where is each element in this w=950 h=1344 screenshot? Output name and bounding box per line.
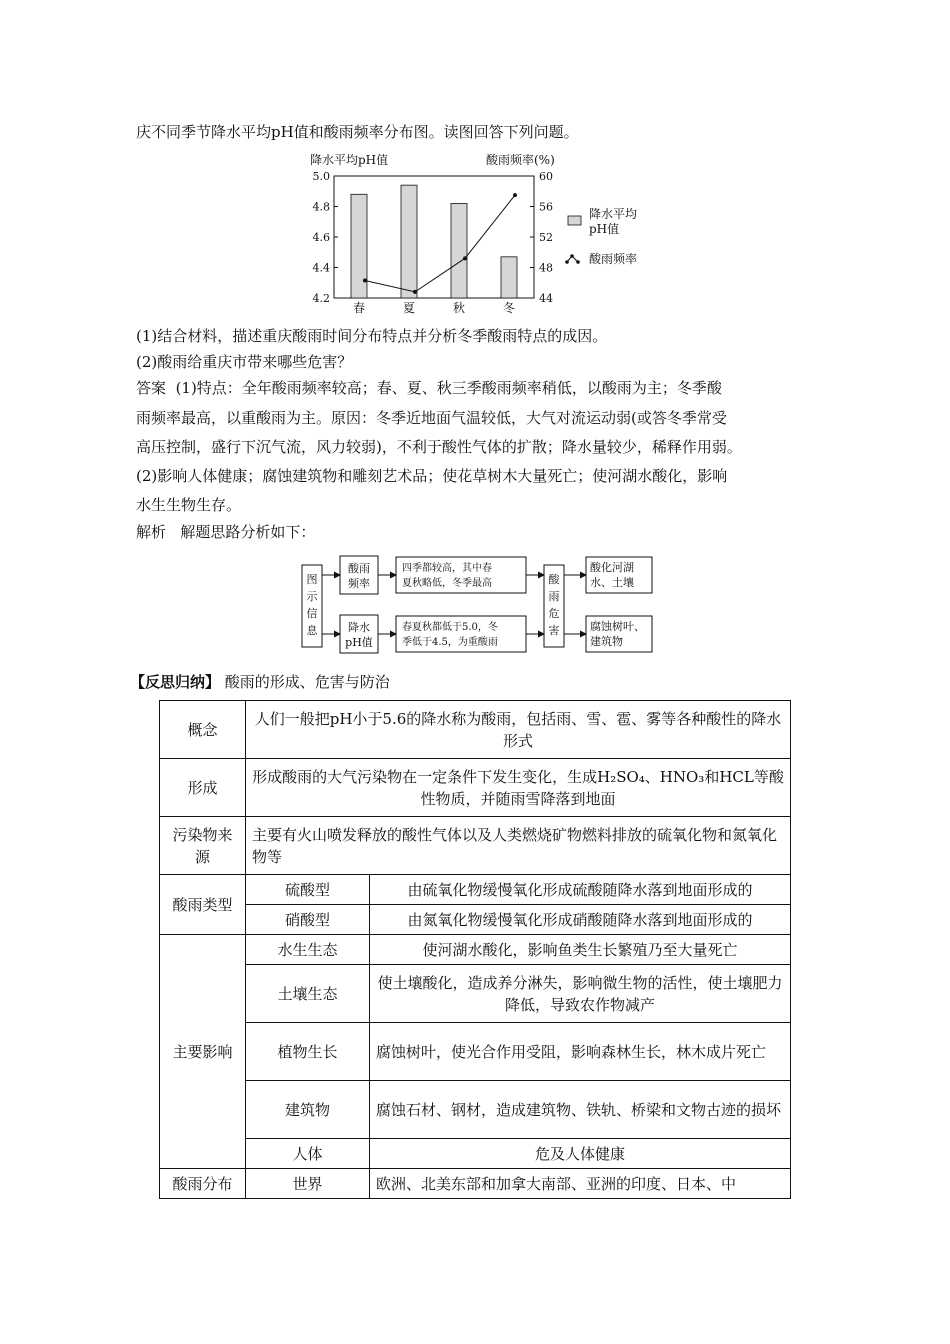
left-tick-label: 4.6 [312, 231, 330, 244]
flow-ph-label-2: pH值 [345, 636, 373, 649]
left-tick-label: 5.0 [312, 170, 330, 183]
flow-vertical-char: 害 [548, 624, 560, 637]
sub-text: 使河湖水酸化，影响鱼类生长繁殖乃至大量死亡 [370, 935, 791, 965]
category-label: 秋 [452, 301, 466, 315]
row-label: 主要影响 [160, 935, 246, 1169]
row-label: 概念 [160, 701, 246, 759]
sub-text: 腐蚀树叶，使光合作用受阻，影响森林生长，林木成片死亡 [370, 1023, 791, 1081]
sub-label: 植物生长 [246, 1023, 370, 1081]
flow-ph-label: 降水 [348, 621, 370, 634]
row-text: 形成酸雨的大气污染物在一定条件下发生变化，生成H₂SO₄、HNO₃和HCL等酸性物质，并随雨雪降落到地面 [246, 759, 791, 817]
flow-vertical-char: 酸 [548, 573, 560, 586]
flow-ph-desc-2: 季低于4.5，为重酸雨 [402, 637, 498, 648]
sub-text: 危及人体健康 [370, 1139, 791, 1169]
sub-label: 建筑物 [246, 1081, 370, 1139]
flow-frequency-desc-2: 夏秋略低，冬季最高 [402, 578, 492, 589]
table-row [160, 817, 791, 875]
frequency-point [513, 193, 517, 197]
frequency-point [463, 256, 467, 260]
table-row [160, 759, 791, 817]
answer-line-4: (2)影响人体健康；腐蚀建筑物和雕刻艺术品；使花草树木大量死亡；使河湖水酸化，影响 [136, 467, 728, 485]
row-label: 酸雨分布 [160, 1169, 246, 1199]
flow-vertical-char: 雨 [548, 590, 560, 603]
category-label: 冬 [502, 301, 516, 315]
sub-text: 由硫氧化物缓慢氧化形成硫酸随降水落到地面形成的 [370, 875, 791, 905]
right-tick-label: 44 [539, 292, 553, 305]
table-row [160, 875, 791, 905]
sub-label: 世界 [246, 1169, 370, 1199]
answer-line-5: 水生生物生存。 [136, 496, 242, 514]
frequency-point [363, 278, 367, 282]
answer-label: 答案 [136, 379, 167, 397]
row-text: 主要有火山喷发释放的酸性气体以及人类燃烧矿物燃料排放的硫氧化物和氮氧化物等 [246, 817, 791, 875]
answer-line-3: 高压控制，盛行下沉气流，风力较弱)，不利于酸性气体的扩散；降水量较少，稀释作用弱。 [136, 438, 742, 456]
intro-text: 庆不同季节降水平均pH值和酸雨频率分布图。读图回答下列问题。 [136, 123, 579, 141]
left-tick-label: 4.2 [312, 292, 330, 305]
summary-table [159, 700, 791, 1199]
row-label: 污染物来源 [160, 817, 246, 875]
legend-line-dot [570, 254, 574, 258]
ph-bar [351, 194, 367, 298]
question-2: (2)酸雨给重庆市带来哪些危害？ [136, 353, 353, 371]
legend-bar-label: 降水平均 [589, 207, 638, 221]
frequency-point [413, 290, 417, 294]
right-axis-ticks [530, 170, 553, 305]
right-axis-label: 酸雨频率(%) [486, 153, 555, 167]
table-row [160, 965, 791, 1023]
table-row [160, 1139, 791, 1169]
left-tick-label: 4.4 [312, 261, 330, 275]
table-row [160, 905, 791, 935]
answer-line-1 [136, 377, 722, 399]
legend-line-label: 酸雨频率 [589, 252, 638, 266]
flow-vertical-char: 信 [306, 607, 318, 620]
sub-label: 硫酸型 [246, 875, 370, 905]
right-tick-label: 52 [539, 231, 553, 244]
flow-vertical-char: 危 [548, 607, 560, 620]
answer-line-2: 雨频率最高，以重酸雨为主。原因：冬季近地面气温较低，大气对流运动弱(或答冬季常受 [136, 409, 727, 427]
flow-ph-desc: 春夏秋都低于5.0，冬 [402, 622, 498, 633]
acid-rain-frequency-line [365, 195, 515, 292]
answer-text: (1)特点：全年酸雨频率较高；春、夏、秋三季酸雨频率稍低，以酸雨为主；冬季酸 [175, 379, 722, 397]
section-title: 【反思归纳】 [130, 673, 221, 691]
sub-label: 硝酸型 [246, 905, 370, 935]
flow-vertical-char: 示 [306, 590, 318, 603]
flow-vertical-char: 图 [306, 573, 318, 586]
legend-bar-label-2: pH值 [589, 222, 620, 236]
legend-line-dot [565, 260, 569, 264]
flow-vertical-char: 息 [306, 624, 318, 637]
analysis-flowchart [298, 553, 663, 658]
sub-text: 由氮氧化物缓慢氧化形成硝酸随降水落到地面形成的 [370, 905, 791, 935]
row-label: 形成 [160, 759, 246, 817]
sub-label: 水生生态 [246, 935, 370, 965]
table-row [160, 1081, 791, 1139]
ph-bar [451, 203, 467, 298]
table-row [160, 1169, 791, 1199]
flow-frequency-label-2: 频率 [348, 577, 370, 590]
section-subtitle: 酸雨的形成、危害与防治 [224, 673, 390, 691]
table-row [160, 935, 791, 965]
sub-label: 土壤生态 [246, 965, 370, 1023]
flow-out-top-2: 水、土壤 [590, 576, 634, 589]
analysis-text: 解题思路分析如下： [180, 523, 316, 541]
table-row [160, 701, 791, 759]
section-heading [130, 671, 390, 693]
analysis-line [136, 521, 315, 543]
flow-out-bottom-2: 建筑物 [590, 635, 623, 648]
line-points [363, 193, 517, 294]
table-row [160, 1023, 791, 1081]
row-label: 酸雨类型 [160, 875, 246, 935]
legend-line-dot [576, 260, 580, 264]
ph-acid-rain-chart [300, 150, 660, 320]
flow-frequency-label: 酸雨 [348, 562, 370, 575]
right-tick-label: 56 [539, 200, 553, 214]
flow-out-bottom: 腐蚀树叶、 [590, 620, 645, 633]
row-text: 人们一般把pH小于5.6的降水称为酸雨，包括雨、雪、雹、雾等各种酸性的降水形式 [246, 701, 791, 759]
flow-frequency-desc: 四季都较高，其中春 [402, 563, 492, 574]
left-axis-label: 降水平均pH值 [310, 153, 389, 167]
category-label: 春 [352, 301, 366, 315]
sub-text: 腐蚀石材、钢材，造成建筑物、铁轨、桥梁和文物古迹的损坏 [370, 1081, 791, 1139]
category-labels [353, 300, 515, 315]
left-tick-label: 4.8 [312, 200, 330, 214]
legend-bar-swatch [568, 216, 581, 225]
ph-bar [401, 185, 417, 298]
category-label: 夏 [402, 301, 416, 315]
question-1: (1)结合材料，描述重庆酸雨时间分布特点并分析冬季酸雨特点的成因。 [136, 327, 608, 345]
sub-text: 使土壤酸化，造成养分淋失，影响微生物的活性，使土壤肥力降低，导致农作物减产 [370, 965, 791, 1023]
right-tick-label: 60 [539, 170, 553, 183]
sub-label: 人体 [246, 1139, 370, 1169]
bar-series [351, 185, 517, 298]
right-tick-label: 48 [539, 261, 553, 275]
analysis-label: 解析 [136, 523, 167, 541]
sub-text: 欧洲、北美东部和加拿大南部、亚洲的印度、日本、中 [370, 1169, 791, 1199]
flow-out-top: 酸化河湖 [590, 561, 634, 574]
ph-bar [501, 257, 517, 298]
